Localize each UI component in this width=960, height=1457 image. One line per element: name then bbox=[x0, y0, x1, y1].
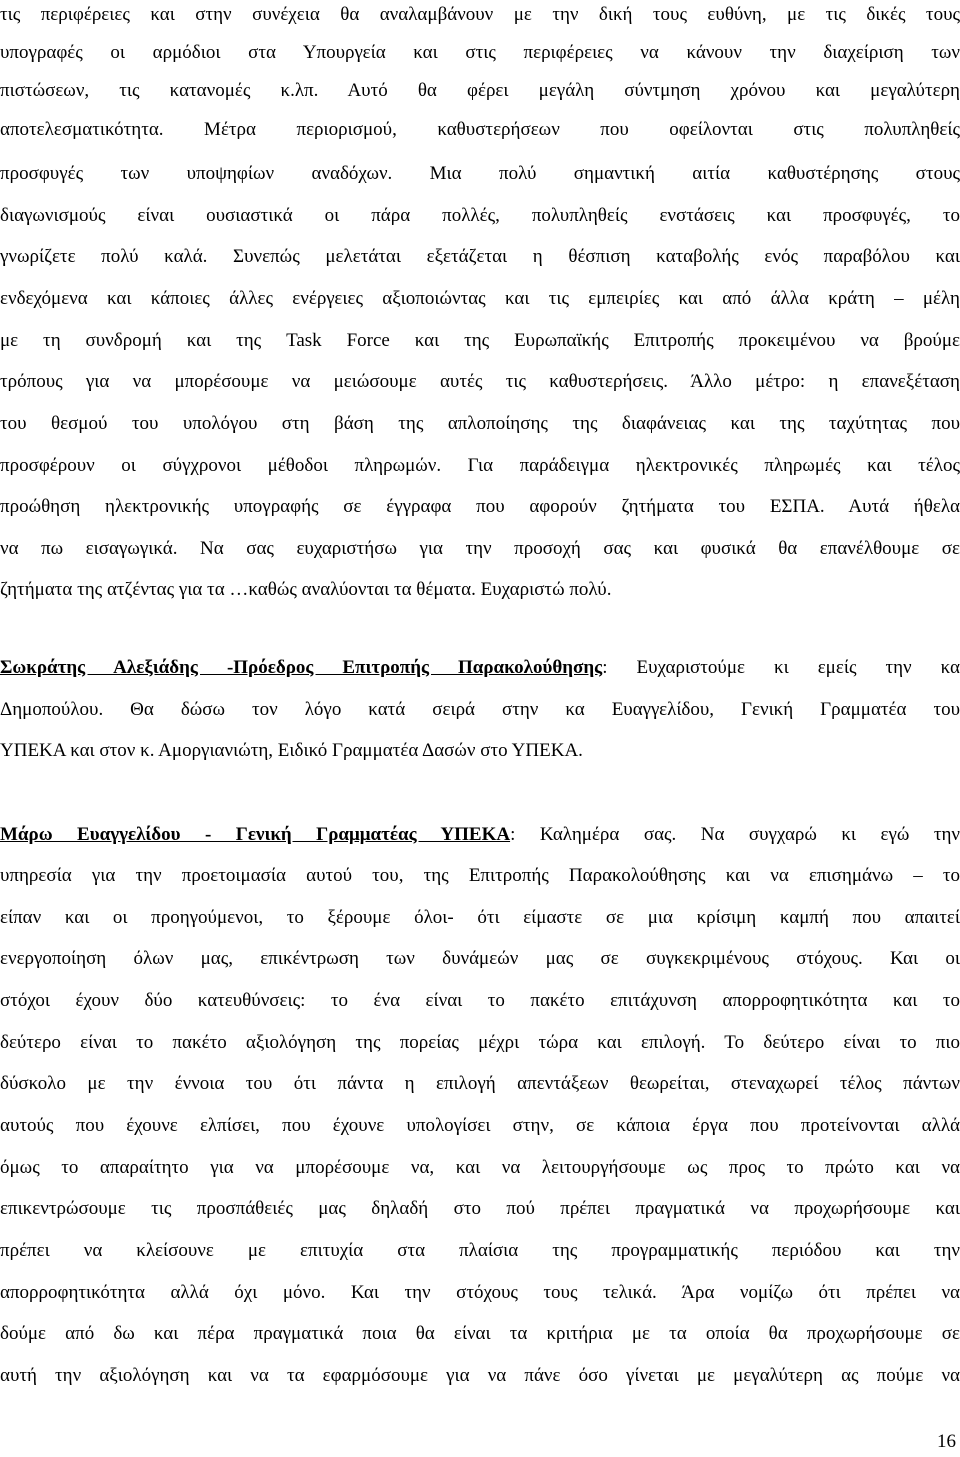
text-line: δούμε από δω και πέρα πραγματικά ποια θα είναι τα κριτήρια με τα οποία θα προχωρήσουμε σε bbox=[0, 1323, 960, 1344]
text-line: προσφέρουν οι σύγχρονοι μέθοδοι πληρωμών. Για παράδειγμα ηλεκτρονικές πληρωμές και τέλος bbox=[0, 455, 960, 476]
text-line: πρέπει να κλείσουνε με επιτυχία στα πλαίσια της προγραμματικής περιόδου και την bbox=[0, 1240, 960, 1261]
text-line: με τη συνδρομή και της Task Force και της Ευρωπαϊκής Επιτροπής προκειμένου να βρούμε bbox=[0, 330, 960, 351]
text-line: αυτή την αξιολόγηση και να τα εφαρμόσουμε για να πάνε όσο γίνεται με μεγαλύτερη ας πούμε να bbox=[0, 1365, 960, 1386]
text-line: υπογραφές οι αρμόδιοι στα Υπουργεία και στις περιφέρειες να κάνουν την διαχείριση των bbox=[0, 42, 960, 63]
text-line: προώθηση ηλεκτρονικής υπογραφής σε έγγραφα που αφορούν ζητήματα του ΕΣΠΑ. Αυτά ήθελα bbox=[0, 496, 960, 517]
text-line: τρόπους για να μπορέσουμε να μειώσουμε αυτές τις καθυστερήσεις. Άλλο μέτρο: η επανεξέταση bbox=[0, 371, 960, 392]
text-line: προσφυγές των υποψηφίων αναδόχων. Μια πολύ σημαντική αιτία καθυστέρησης στους bbox=[0, 163, 960, 184]
speaker-line bbox=[0, 653, 960, 683]
text-line: ζητήματα της ατζέντας για τα …καθώς αναλύονται τα θέματα. Ευχαριστώ πολύ. bbox=[0, 579, 612, 600]
speaker-line bbox=[0, 820, 960, 850]
text-line: αυτούς που έχουνε ελπίσει, που έχουνε υπολογίσει στην, σε κάποια έργα που προτείνονται αλλά bbox=[0, 1115, 960, 1136]
text-line: ενεργοποίηση όλων μας, επικέντρωση των δυνάμεών μας σε συγκεκριμένους στόχους. Και οι bbox=[0, 948, 960, 969]
text-line: πιστώσεων, τις κατανομές κ.λπ. Αυτό θα φέρει μεγάλη σύντμηση χρόνου και μεγαλύτερη bbox=[0, 80, 960, 101]
text-line: υπηρεσία για την προετοιμασία αυτού του, της Επιτροπής Παρακολούθησης και να επισημάνω – το bbox=[0, 865, 960, 886]
text-line: όμως το απαραίτητο για να μπορέσουμε να, και να λειτουργήσουμε ως προς το πρώτο και να bbox=[0, 1157, 960, 1178]
text-line: απορροφητικότητα αλλά όχι μόνο. Και την στόχους τους τελικά. Άρα νομίζω ότι πρέπει να bbox=[0, 1282, 960, 1303]
text-line: να πω εισαγωγικά. Να σας ευχαριστήσω για την προσοχή σας και φυσικά θα επανέλθουμε σε bbox=[0, 538, 960, 559]
text-line: διαγωνισμούς είναι ουσιαστικά οι πάρα πολλές, πολυπληθείς ενστάσεις και προσφυγές, το bbox=[0, 205, 960, 226]
text-line: τις περιφέρειες και στην συνέχεια θα αναλαμβάνουν με την δική τους ευθύνη, με τις δικές τους bbox=[0, 4, 960, 25]
speech-text: : Καλημέρα σας. Να συγχαρώ κι εγώ την bbox=[510, 824, 960, 845]
speaker-name: Μάρω Ευαγγελίδου - Γενική Γραμματέας ΥΠΕΚΑ bbox=[0, 824, 511, 845]
text-line: γνωρίζετε πολύ καλά. Συνεπώς μελετάται εξετάζεται η θέσπιση καταβολής ενός παραβόλου και bbox=[0, 246, 960, 267]
text-line: ΥΠΕΚΑ και στον κ. Αμοργιανιώτη, Ειδικό Γραμματέα Δασών στο ΥΠΕΚΑ. bbox=[0, 740, 583, 761]
text-line: είπαν και οι προηγούμενοι, το ξέρουμε όλοι- ότι είμαστε σε μια κρίσιμη καμπή που απαιτεί bbox=[0, 907, 960, 928]
text-line: επικεντρώσουμε τις προσπάθειές μας δηλαδή στο πού πρέπει πραγματικά να προχωρήσουμε και bbox=[0, 1198, 960, 1219]
speech-text: : Ευχαριστούμε κι εμείς την κα bbox=[602, 657, 960, 678]
page-number: 16 bbox=[937, 1431, 956, 1452]
text-line: του θεσμού του υπολόγου στη βάση της απλοποίησης της διαφάνειας και της ταχύτητας που bbox=[0, 413, 960, 434]
text-line: δεύτερο είναι το πακέτο αξιολόγηση της πορείας μέχρι τώρα και επιλογή. Το δεύτερο είναι το πιο bbox=[0, 1032, 960, 1053]
text-line: αποτελεσματικότητα. Μέτρα περιορισμού, καθυστερήσεων που οφείλονται στις πολυπληθείς bbox=[0, 119, 960, 140]
speaker-name: Σωκράτης Αλεξιάδης -Πρόεδρος Επιτροπής Παρακολούθησης bbox=[0, 657, 603, 678]
text-line: ενδεχόμενα και κάποιες άλλες ενέργειες αξιοποιώντας και τις εμπειρίες και από άλλα κράτη – μέλη bbox=[0, 288, 960, 309]
text-line: Δημοπούλου. Θα δώσω τον λόγο κατά σειρά στην κα Ευαγγελίδου, Γενική Γραμματέα του bbox=[0, 699, 960, 720]
text-line: δύσκολο με την έννοια του ότι πάντα η επιλογή απεντάξεων θεωρείται, στεναχωρεί τέλος πάντων bbox=[0, 1073, 960, 1094]
text-line: στόχοι έχουν δύο κατευθύνσεις: το ένα είναι το πακέτο επιτάχυνση απορροφητικότητα και το bbox=[0, 990, 960, 1011]
